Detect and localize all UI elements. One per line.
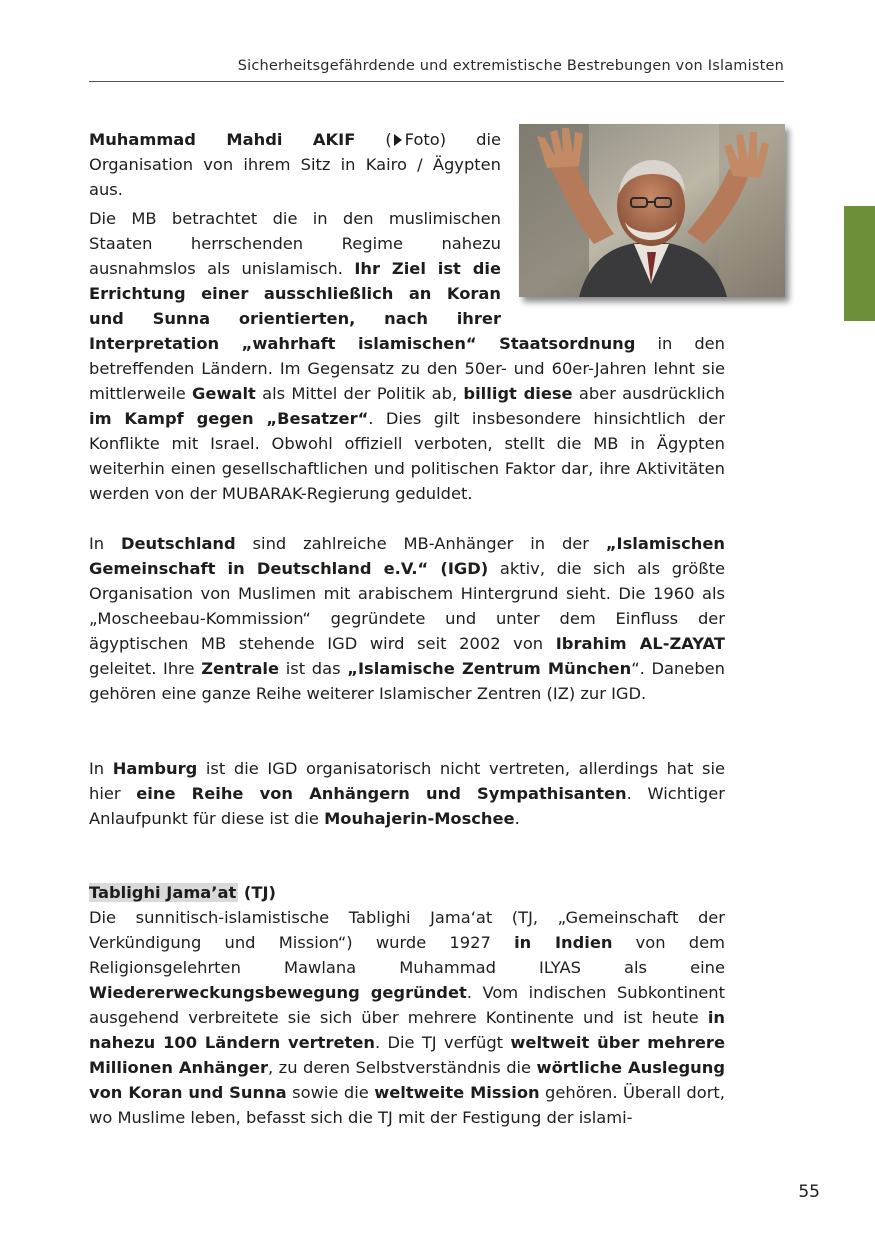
text-segment: “. Daneben gehören eine ganze Reihe weiterer Islamischer Zentren (IZ) zur IGD. [89,659,725,703]
text-segment: Foto) die Organisation von ihrem Sitz in Kairo / Ägypten aus. [89,130,501,199]
text-segment: in den betreffenden Ländern. Im Gegensatz zu den 50er- und 60er-Jahren lehnt sie mittlerweile [89,334,725,403]
section-heading-tj [89,880,276,905]
text-segment: In [89,759,113,778]
text-bold: Hamburg [112,759,198,778]
text-segment: ist das [279,659,348,678]
paragraph-hamburg [89,756,725,831]
text-segment: . Wichtiger Anlaufpunkt für diese ist die [89,784,725,828]
text-segment: . Die TJ verfügt [374,1033,511,1052]
text-segment: , zu deren Selbstverständnis die [268,1058,537,1077]
text-bold: wörtliche Auslegung von Koran und Sunna [89,1058,725,1102]
header-rule [89,81,784,82]
text-segment: . Vom indischen Subkontinent ausgehend verbreitete sie sich über mehrere Kontinente und ist heute [89,983,726,1027]
text-bold: Deutschland [121,534,236,553]
text-bold: Mouhajerin-Moschee [324,809,515,828]
heading-highlight: Tablighi Jama’at [89,883,237,902]
paragraph-akif [89,127,501,202]
heading-suffix: (TJ) [238,883,276,902]
text-segment: aktiv, die sich als größte Organisation von Muslimen mit arabischem Hintergrund sieht. Die 1960 als „Moscheebau-Kommission“ gegründete und unter dem Einfluss der ägyptischen MB stehende IGD wird seit 2002 von [89,559,726,653]
paragraph-deutschland [89,531,725,706]
text-bold: Gewalt [192,384,256,403]
paragraph-mb-goals-body [89,206,725,506]
text-bold: Wiedererweckungsbewegung gegründet [89,983,467,1002]
text-segment: Die sunnitisch-islamistische Tablighi Jama‘at (TJ, „Gemeinschaft der Verkündigung und Mission“) wurde 1927 [89,908,725,952]
text-segment: gehören. Überall dort, wo Muslime leben, befasst sich die TJ mit der Festigung der islami- [89,1083,725,1127]
text-segment: aber ausdrücklich [572,384,725,403]
text-bold: eine Reihe von Anhängern und Sympathisanten [136,784,627,803]
text-segment: sowie die [286,1083,375,1102]
text-bold: weltweit über mehrere Millionen Anhänger [89,1033,725,1077]
text-segment: von dem Religionsgelehrten Mawlana Muhammad ILYAS als eine [89,933,726,977]
text-segment: ist die IGD organisatorisch nicht vertreten, allerdings hat sie hier [89,759,726,803]
text-segment: ( [355,130,392,149]
text-bold: in Indien [514,933,613,952]
chapter-tab-marker [844,206,875,321]
text-bold: Ibrahim AL-ZAYAT [555,634,725,653]
name-akif: Muhammad Mahdi AKIF [89,130,356,149]
text-bold: „Islamischen Gemeinschaft in Deutschland e.V.“ (IGD) [89,534,725,578]
photo-wrap-spacer [501,206,725,331]
text-bold: „Islamische Zentrum München [347,659,632,678]
text-segment: geleitet. Ihre [89,659,202,678]
text-bold: Ihr Ziel ist die Errichtung einer ausschließlich an Koran und Sunna orientierten, nach ihrer Interpretation „wahrhaft islamischen“ Staatsordnung [89,259,636,353]
text-bold: billigt diese [463,384,573,403]
text-segment: als Mittel der Politik ab, [255,384,464,403]
text-segment: . Dies gilt insbesondere hinsichtlich der Konflikte mit Israel. Obwohl offiziell verboten, stellt die MB in Ägypten weiterhin einen gesellschaftlichen und politischen Faktor dar, ihre Aktivitäten werden von der MUBARAK-Regierung geduldet. [89,409,725,503]
text-bold: im Kampf gegen „Besatzer“ [89,409,369,428]
running-header: Sicherheitsgefährdende und extremistische Bestrebungen von Islamisten [237,58,784,74]
text-segment: In [89,534,121,553]
paragraph-tablighi [89,905,725,1130]
text-bold: in nahezu 100 Ländern vertreten [89,1008,725,1052]
page-number: 55 [798,1182,820,1202]
triangle-right-icon [394,134,402,146]
text-segment: sind zahlreiche MB-Anhänger in der [235,534,606,553]
text-segment: Die MB betrachtet die in den muslimischen Staaten herrschenden Regime nahezu ausnahmslos als unislamisch. [89,209,501,278]
text-segment: . [514,809,520,828]
text-bold: Zentrale [201,659,280,678]
text-bold: weltweite Mission [374,1083,540,1102]
